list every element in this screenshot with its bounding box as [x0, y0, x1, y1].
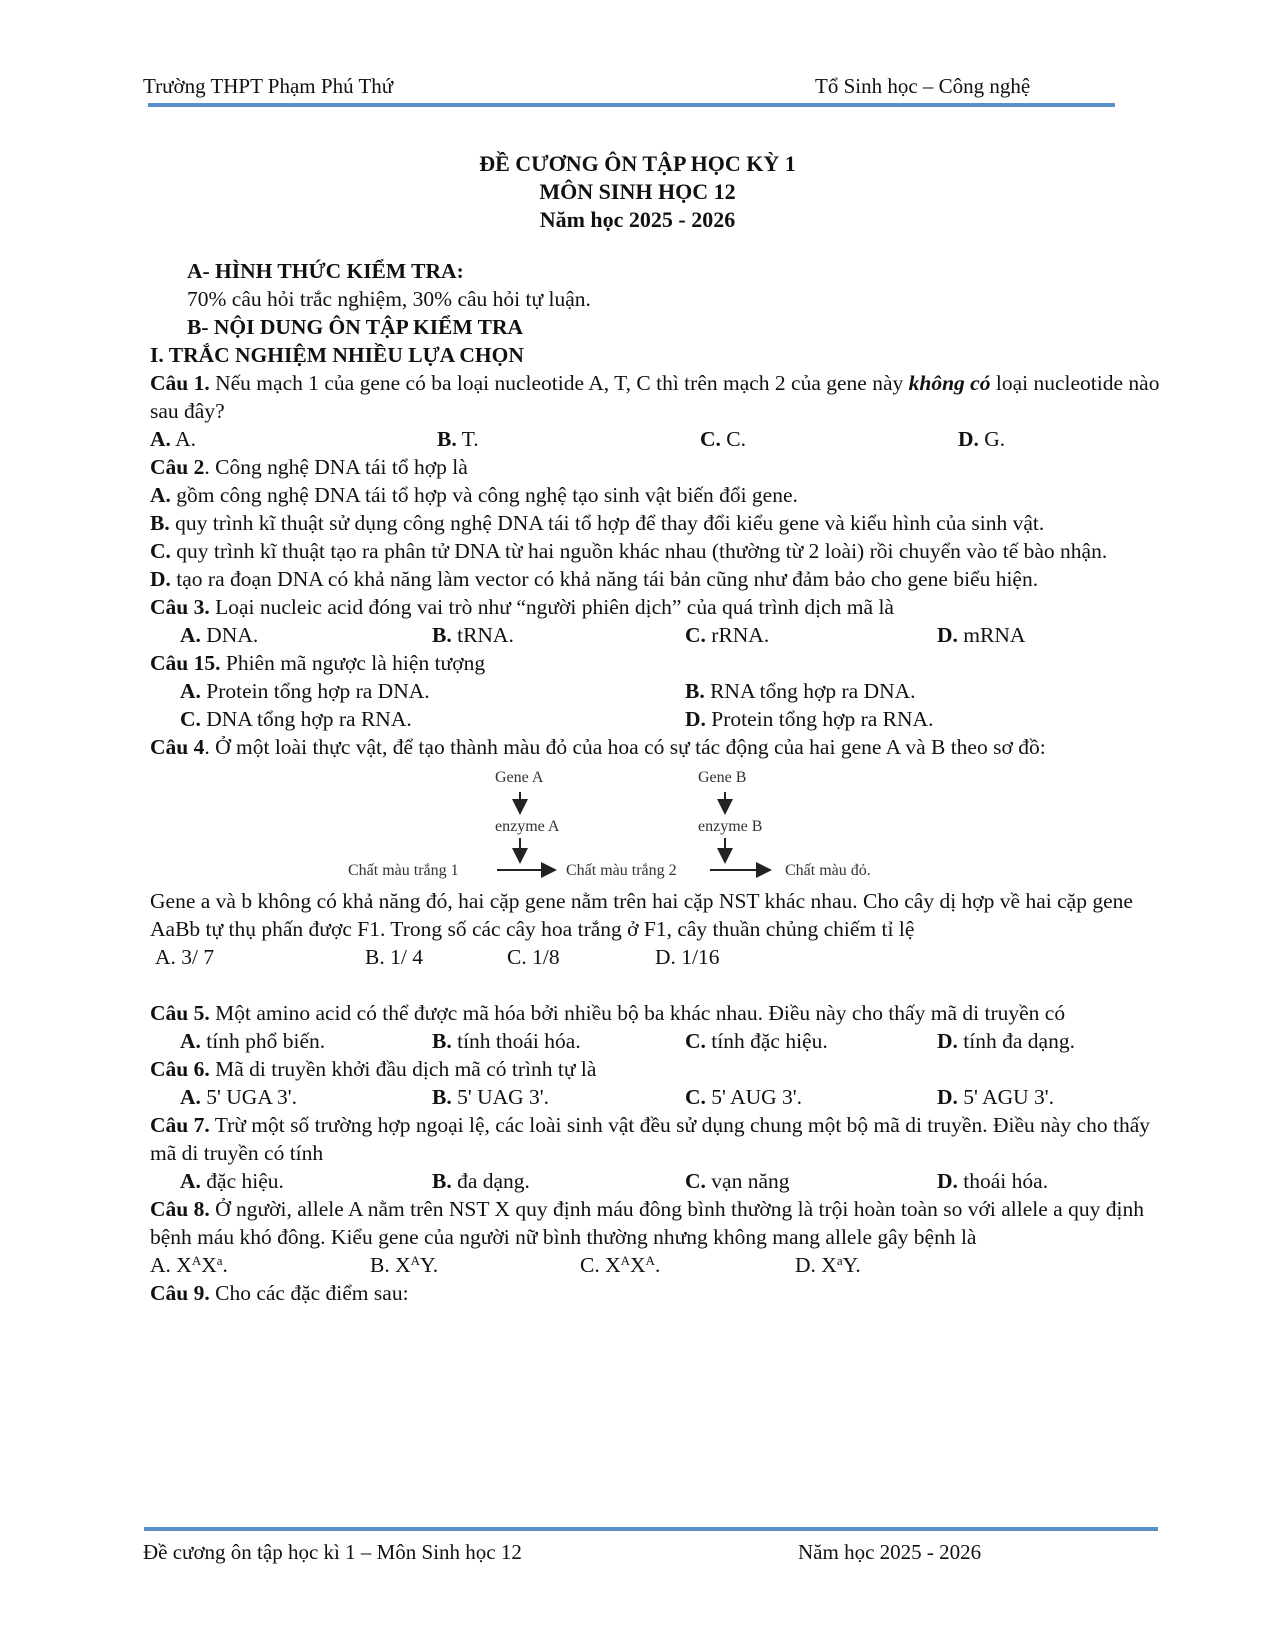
- question-label: Câu 2: [150, 455, 205, 479]
- option-b: B. tRNA.: [432, 623, 514, 647]
- option-b: B. 1/ 4: [365, 945, 423, 969]
- option-c: C. vạn năng: [685, 1169, 790, 1193]
- option-b: B. tính thoái hóa.: [432, 1029, 581, 1053]
- question-label: Câu 5.: [150, 1001, 210, 1025]
- option-b: B. $X^AY$.: [370, 1253, 439, 1277]
- question-9: [150, 1279, 1180, 1307]
- enzyme-a-label: enzyme A: [495, 818, 560, 835]
- option-c: C. quy trình kĩ thuật tạo ra phân tử DNA từ hai nguồn khác nhau (thường từ 2 loài) rồi chuyển vào tế bào nhận.: [150, 539, 1108, 563]
- option-b: B. 5' UAG 3'.: [432, 1085, 550, 1109]
- question-7-options: [150, 1167, 1180, 1195]
- option-a: A. 5' UGA 3'.: [180, 1085, 298, 1109]
- question-text: Phiên mã ngược là hiện tượng: [220, 651, 486, 675]
- question-4-options: [150, 943, 1180, 971]
- question-label: Câu 15.: [150, 651, 221, 675]
- question-8-options: [150, 1251, 1180, 1279]
- option-c: C. rRNA.: [685, 623, 770, 647]
- question-4: [150, 733, 1180, 761]
- option-b: B. T.: [437, 427, 479, 451]
- footer-year: Năm học 2025 - 2026: [798, 1540, 982, 1564]
- question-5-options: [150, 1027, 1180, 1055]
- option-d: D. tính đa dạng.: [937, 1029, 1075, 1053]
- option-a: A. DNA.: [180, 623, 259, 647]
- question-text: . Công nghệ DNA tái tổ hợp là: [204, 455, 468, 479]
- question-text-end: loại nucleotide nào sau đây?: [150, 371, 1160, 423]
- question-15: [150, 649, 1180, 677]
- question-text: Ở người, allele A nằm trên NST X quy định máu đông bình thường là trội hoàn toàn so với allele a quy định bệnh máu khó đông. Kiểu gene của người nữ bình thường nhưng không mang allele gây bệnh là: [150, 1197, 1144, 1249]
- option-d: D. Protein tổng hợp ra RNA.: [685, 707, 934, 731]
- footer-title: Đề cương ôn tập học kì 1 – Môn Sinh học 12: [143, 1540, 522, 1564]
- enzyme-b-label: enzyme B: [698, 818, 763, 835]
- question-text: Một amino acid có thể được mã hóa bởi nhiều bộ ba khác nhau. Điều này cho thấy mã di truyền có: [209, 1001, 1066, 1025]
- question-6: [150, 1055, 1180, 1083]
- title-line-2: MÔN SINH HỌC 12: [539, 179, 736, 204]
- option-c: C. C.: [700, 427, 746, 451]
- pathway-diagram: [150, 761, 1180, 887]
- question-3: [150, 593, 1180, 621]
- document-title: [0, 150, 1275, 234]
- question-6-options: [150, 1083, 1180, 1111]
- question-15-options-row-1: [150, 677, 1180, 705]
- question-label: Câu 9.: [150, 1281, 210, 1305]
- option-d: D. tạo ra đoạn DNA có khả năng làm vector có khả năng tái bản cũng như đảm bảo cho gene biểu hiện.: [150, 567, 1039, 591]
- question-label: Câu 3.: [150, 595, 210, 619]
- question-2: [150, 453, 1180, 481]
- gene-a-label: Gene A: [495, 769, 544, 786]
- question-text: Cho các đặc điểm sau:: [209, 1281, 409, 1305]
- spacer: [150, 971, 1180, 999]
- option-a: A. gồm công nghệ DNA tái tổ hợp và công nghệ tạo sinh vật biến đổi gene.: [150, 483, 798, 507]
- option-a: A. Protein tổng hợp ra DNA.: [180, 679, 430, 703]
- option-c: C. DNA tổng hợp ra RNA.: [180, 707, 412, 731]
- footer-rule: [144, 1527, 1158, 1531]
- question-5: [150, 999, 1180, 1027]
- option-c: C. 1/8: [507, 945, 560, 969]
- option-d: D. mRNA: [937, 623, 1026, 647]
- emphasis-text: không có: [908, 371, 991, 395]
- question-1: [150, 369, 1180, 425]
- section-b-heading: B- NỘI DUNG ÔN TẬP KIỂM TRA: [187, 315, 524, 339]
- option-d: D. 1/16: [655, 945, 720, 969]
- option-c: C. $X^AX^A$.: [580, 1253, 661, 1277]
- section-a-heading: A- HÌNH THỨC KIỂM TRA:: [187, 259, 464, 283]
- question-text: Loại nucleic acid đóng vai trò như “người phiên dịch” của quá trình dịch mã là: [209, 595, 894, 619]
- option-d: D. G.: [958, 427, 1006, 451]
- question-1-options: [150, 425, 1180, 453]
- option-d: D. 5' AGU 3'.: [937, 1085, 1055, 1109]
- question-text: Trừ một số trường hợp ngoại lệ, các loài sinh vật đều sử dụng chung một bộ mã di truyền. Điều này cho thấy mã di truyền có tính: [150, 1113, 1150, 1165]
- section-a-text: 70% câu hỏi trắc nghiệm, 30% câu hỏi tự luận.: [187, 287, 591, 311]
- question-8: [150, 1195, 1180, 1251]
- option-a: A. 3/ 7: [155, 945, 215, 969]
- title-line-1: ĐỀ CƯƠNG ÔN TẬP HỌC KỲ 1: [479, 151, 796, 176]
- question-text: Mã di truyền khởi đầu dịch mã có trình tự là: [209, 1057, 597, 1081]
- question-4-body: Gene a và b không có khả năng đó, hai cặp gene nằm trên hai cặp NST khác nhau. Cho cây dị hợp về hai cặp gene AaBb tự thụ phấn được F1. Trong số các cây hoa trắng ở F1, cây thuần chủng chiếm tỉ lệ: [150, 889, 1133, 941]
- question-label: Câu 6.: [150, 1057, 210, 1081]
- header-rule: [148, 103, 1115, 107]
- question-label: Câu 1.: [150, 371, 210, 395]
- part-1-heading: I. TRẮC NGHIỆM NHIỀU LỰA CHỌN: [150, 343, 524, 367]
- question-label: Câu 8.: [150, 1197, 210, 1221]
- question-label: Câu 4: [150, 735, 205, 759]
- option-a: A. tính phổ biến.: [180, 1029, 326, 1053]
- substance-3-label: Chất màu đỏ.: [785, 862, 871, 879]
- option-d: D. $X^aY$.: [795, 1253, 861, 1277]
- question-label: Câu 7.: [150, 1113, 210, 1137]
- option-c: C. 5' AUG 3'.: [685, 1085, 803, 1109]
- option-a: A. đặc hiệu.: [180, 1169, 284, 1193]
- question-7: [150, 1111, 1180, 1167]
- substance-1-label: Chất màu trắng 1: [348, 862, 459, 879]
- header-school: Trường THPT Phạm Phú Thứ: [143, 74, 394, 98]
- header-department: Tổ Sinh học – Công nghệ: [815, 74, 1031, 98]
- option-d: D. thoái hóa.: [937, 1169, 1049, 1193]
- option-b: B. quy trình kĩ thuật sử dụng công nghệ DNA tái tổ hợp để thay đổi kiểu gene và kiểu hình của sinh vật.: [150, 511, 1045, 535]
- option-a: A. A.: [150, 427, 196, 451]
- substance-2-label: Chất màu trắng 2: [566, 862, 677, 879]
- question-text: . Ở một loài thực vật, để tạo thành màu đỏ của hoa có sự tác động của hai gene A và B theo sơ đồ:: [204, 735, 1046, 759]
- question-15-options-row-2: [150, 705, 1180, 733]
- title-line-3: Năm học 2025 - 2026: [539, 207, 736, 232]
- option-c: C. tính đặc hiệu.: [685, 1029, 828, 1053]
- option-a: A. $X^AX^a$.: [150, 1253, 228, 1277]
- question-text: Nếu mạch 1 của gene có ba loại nucleotide A, T, C thì trên mạch 2 của gene này: [209, 371, 909, 395]
- option-b: B. RNA tổng hợp ra DNA.: [685, 679, 916, 703]
- option-b: B. đa dạng.: [432, 1169, 530, 1193]
- gene-b-label: Gene B: [698, 769, 747, 786]
- document-body: [150, 257, 1180, 1307]
- question-3-options: [150, 621, 1180, 649]
